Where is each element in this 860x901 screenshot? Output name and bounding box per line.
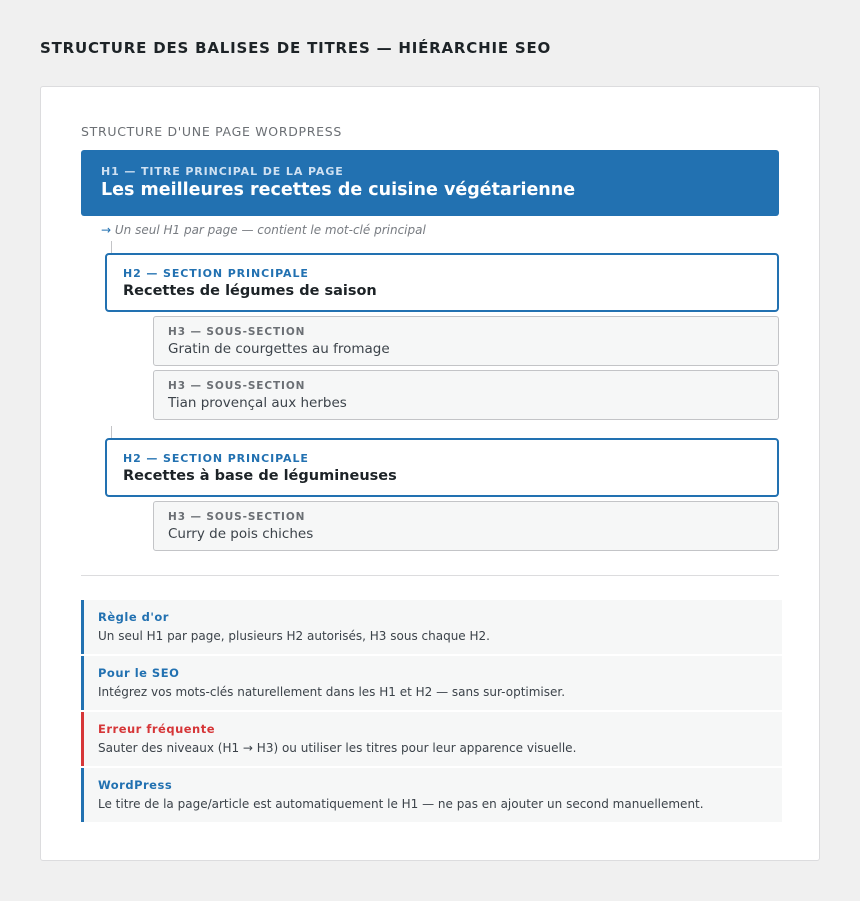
tip-wordpress <box>81 768 782 822</box>
section-label: STRUCTURE D'UNE PAGE WORDPRESS <box>81 124 343 139</box>
h3-title: Curry de pois chiches <box>168 526 314 542</box>
structure-card <box>40 86 820 861</box>
h1-note <box>101 223 426 237</box>
h1-note-text: Un seul H1 par page — contient le mot-clé principal <box>114 223 426 237</box>
h2-block <box>105 253 779 312</box>
tip-title: Règle d'or <box>98 610 169 624</box>
h3-tag: H3 — SOUS-SECTION <box>168 326 306 338</box>
h3-tag: H3 — SOUS-SECTION <box>168 380 306 392</box>
tip-text: Intégrez vos mots-clés naturellement dans les H1 et H2 — sans sur-optimiser. <box>98 685 566 699</box>
h1-title: Les meilleures recettes de cuisine végétarienne <box>101 180 576 200</box>
h2-tag: H2 — SECTION PRINCIPALE <box>123 452 309 465</box>
arrow-right-icon: → <box>101 223 112 237</box>
h2-title: Recettes à base de légumineuses <box>123 468 397 484</box>
h1-tag: H1 — TITRE PRINCIPAL DE LA PAGE <box>101 165 344 178</box>
tip-title: Pour le SEO <box>98 666 180 680</box>
h3-block <box>153 316 779 366</box>
h3-block <box>153 501 779 551</box>
tip-text: Un seul H1 par page, plusieurs H2 autorisés, H3 sous chaque H2. <box>98 629 490 643</box>
h3-title: Gratin de courgettes au fromage <box>168 341 390 357</box>
tip-text: Sauter des niveaux (H1 → H3) ou utiliser les titres pour leur apparence visuelle. <box>98 741 577 755</box>
h2-title: Recettes de légumes de saison <box>123 283 377 299</box>
tip-title: WordPress <box>98 778 173 792</box>
h2-tag: H2 — SECTION PRINCIPALE <box>123 267 309 280</box>
tip-text: Le titre de la page/article est automatiquement le H1 — ne pas en ajouter un second manuellement. <box>98 797 704 811</box>
tip-seo <box>81 656 782 710</box>
h2-block <box>105 438 779 497</box>
h3-block <box>153 370 779 420</box>
tree-connector <box>111 241 112 253</box>
tip-common-error <box>81 712 782 766</box>
h1-block <box>81 150 779 216</box>
tree-connector <box>111 426 112 438</box>
tip-title: Erreur fréquente <box>98 722 216 736</box>
h3-title: Tian provençal aux herbes <box>168 395 347 411</box>
tip-golden-rule <box>81 600 782 654</box>
h3-tag: H3 — SOUS-SECTION <box>168 511 306 523</box>
divider <box>81 575 779 576</box>
page-title: STRUCTURE DES BALISES DE TITRES — HIÉRARCHIE SEO <box>40 39 552 57</box>
